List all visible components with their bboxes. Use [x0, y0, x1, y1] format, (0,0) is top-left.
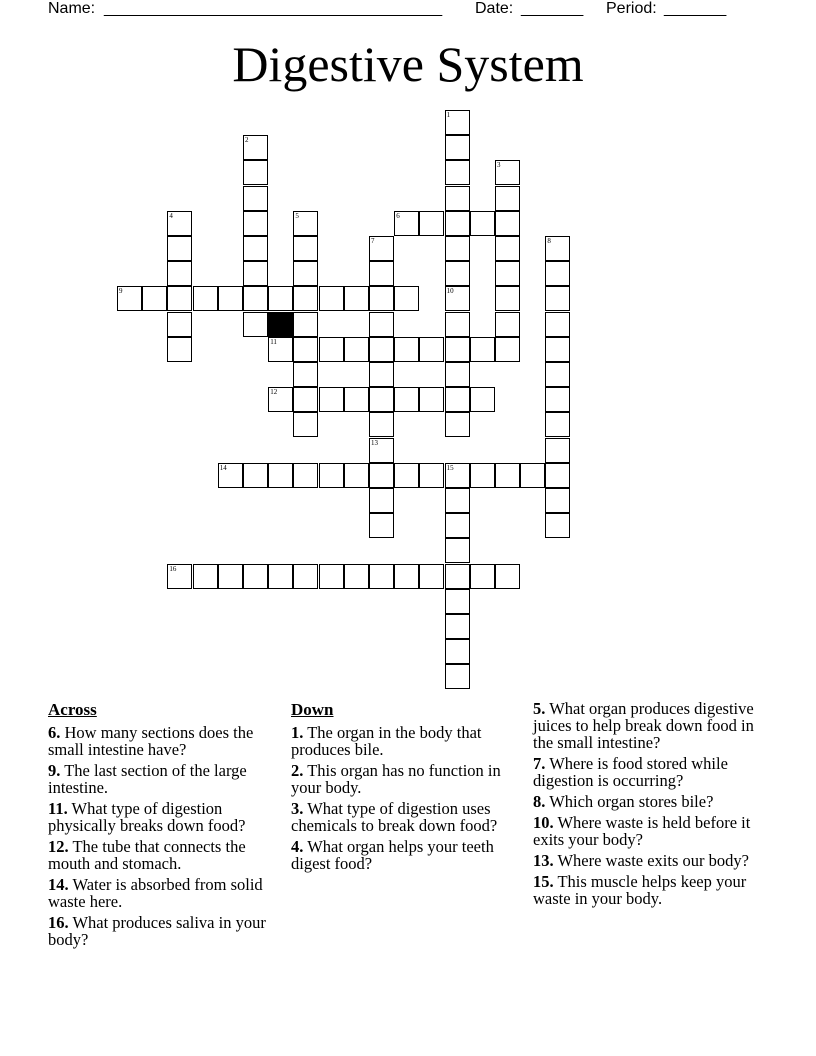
clue-number: 3. [291, 799, 304, 818]
crossword-cell[interactable] [369, 261, 394, 286]
crossword-cell[interactable] [243, 286, 268, 311]
name-blank[interactable]: ______________________________________ [104, 0, 443, 17]
crossword-cell[interactable] [369, 337, 394, 362]
clue-number: 16. [48, 913, 69, 932]
crossword-cell[interactable] [419, 463, 444, 488]
crossword-cell[interactable] [167, 236, 192, 261]
clue-number: 4. [291, 837, 304, 856]
crossword-cell[interactable] [167, 312, 192, 337]
clue-number-13: 13 [371, 438, 378, 447]
crossword-cell[interactable] [545, 488, 570, 513]
crossword-cell[interactable] [419, 211, 444, 236]
clue-number: 2. [291, 761, 304, 780]
crossword-cell[interactable] [344, 286, 369, 311]
crossword-cell[interactable] [243, 160, 268, 185]
crossword-cell[interactable] [369, 286, 394, 311]
clue-number-5: 5 [295, 211, 299, 220]
down-clue [533, 755, 773, 789]
clue-number-16: 16 [169, 564, 177, 573]
crossword-cell[interactable] [470, 463, 495, 488]
crossword-cell[interactable] [369, 362, 394, 387]
clue-number-14: 14 [219, 463, 227, 472]
crossword-cell[interactable] [394, 564, 419, 589]
clue-number: 1. [291, 723, 304, 742]
clue-number: 11. [48, 799, 68, 818]
crossword-cell[interactable] [495, 564, 520, 589]
crossword-cell[interactable] [495, 211, 520, 236]
crossword-cell[interactable] [394, 286, 419, 311]
crossword-cell[interactable] [394, 387, 419, 412]
crossword-cell[interactable] [167, 261, 192, 286]
clue-number-9: 9 [119, 287, 123, 296]
crossword-cell[interactable] [243, 463, 268, 488]
clue-text: Water is absorbed from solid waste here. [48, 875, 263, 911]
crossword-cell[interactable] [419, 387, 444, 412]
crossword-cell[interactable] [293, 564, 318, 589]
crossword-cell[interactable] [545, 362, 570, 387]
crossword-cell[interactable] [319, 564, 344, 589]
crossword-cell[interactable] [344, 564, 369, 589]
crossword-cell[interactable] [545, 286, 570, 311]
crossword-cell[interactable] [495, 186, 520, 211]
crossword-cell[interactable] [369, 312, 394, 337]
clue-text: Where waste exits our body? [553, 851, 749, 870]
crossword-cell[interactable] [445, 664, 470, 689]
clue-text: The last section of the large intestine. [48, 761, 247, 797]
down-clue [291, 762, 526, 796]
crossword-cell[interactable] [167, 286, 192, 311]
clue-text: The tube that connects the mouth and stomach. [48, 837, 246, 873]
period-label: Period: [606, 0, 657, 17]
clue-number-10: 10 [446, 287, 454, 296]
clue-text: What type of digestion physically breaks down food? [48, 799, 246, 835]
clue-number: 5. [533, 699, 546, 718]
crossword-cell[interactable] [319, 387, 344, 412]
crossword-cell[interactable] [319, 337, 344, 362]
crossword-cell[interactable] [369, 488, 394, 513]
crossword-cell[interactable] [445, 186, 470, 211]
crossword-cell[interactable] [445, 236, 470, 261]
crossword-cell[interactable] [445, 538, 470, 563]
crossword-cell[interactable] [243, 564, 268, 589]
clue-number: 7. [533, 754, 546, 773]
across-clues [48, 700, 283, 952]
clue-number: 15. [533, 872, 554, 891]
crossword-cell[interactable] [293, 412, 318, 437]
crossword-cell[interactable] [445, 589, 470, 614]
crossword-cell[interactable] [445, 362, 470, 387]
clue-text: Which organ stores bile? [545, 792, 714, 811]
crossword-cell[interactable] [394, 463, 419, 488]
crossword-cell[interactable] [243, 236, 268, 261]
clue-text: What produces saliva in your body? [48, 913, 266, 949]
crossword-cell[interactable] [495, 337, 520, 362]
crossword-cell[interactable] [419, 564, 444, 589]
clue-number: 10. [533, 813, 554, 832]
crossword-cell[interactable] [445, 211, 470, 236]
crossword-cell[interactable] [445, 312, 470, 337]
crossword-cell[interactable] [495, 286, 520, 311]
crossword-cell[interactable] [293, 362, 318, 387]
crossword-cell[interactable] [369, 387, 394, 412]
crossword-cell[interactable] [293, 236, 318, 261]
crossword-cell[interactable] [495, 312, 520, 337]
crossword-cell[interactable] [293, 337, 318, 362]
crossword-cell[interactable] [545, 312, 570, 337]
crossword-cell[interactable] [142, 286, 167, 311]
down-clue [533, 873, 773, 907]
crossword-cell[interactable] [268, 564, 293, 589]
down-clue [533, 814, 773, 848]
crossword-cell[interactable] [369, 513, 394, 538]
crossword-cell[interactable] [545, 513, 570, 538]
date-label: Date: [475, 0, 514, 17]
crossword-cell[interactable] [445, 639, 470, 664]
clue-number-6: 6 [396, 211, 400, 220]
crossword-cell[interactable] [394, 337, 419, 362]
crossword-cell[interactable] [369, 463, 394, 488]
crossword-cell[interactable] [344, 337, 369, 362]
name-label: Name: [48, 0, 96, 17]
clue-text: What type of digestion uses chemicals to break down food? [291, 799, 498, 835]
crossword-cell[interactable] [445, 513, 470, 538]
clue-number-4: 4 [169, 211, 173, 220]
crossword-cell[interactable] [495, 236, 520, 261]
down-clues [291, 700, 526, 876]
page-title: Digestive System [232, 36, 584, 92]
crossword-cell[interactable] [193, 286, 218, 311]
clue-number-11: 11 [270, 337, 277, 346]
clue-text: Where waste is held before it exits your body? [533, 813, 751, 849]
crossword-cell[interactable] [470, 564, 495, 589]
crossword-cell[interactable] [470, 337, 495, 362]
crossword-cell[interactable] [268, 463, 293, 488]
down-clue [291, 800, 526, 834]
crossword-cell[interactable] [218, 286, 243, 311]
crossword-cell[interactable] [445, 160, 470, 185]
crossword-cell[interactable] [218, 564, 243, 589]
clue-number-3: 3 [497, 161, 501, 170]
down-clue [291, 724, 526, 758]
crossword-cell[interactable] [470, 211, 495, 236]
clue-number: 13. [533, 851, 554, 870]
crossword-cell[interactable] [319, 463, 344, 488]
crossword-cell[interactable] [545, 387, 570, 412]
clue-number: 6. [48, 723, 61, 742]
clue-text: Where is food stored while digestion is occurring? [533, 754, 728, 790]
crossword-cell[interactable] [419, 337, 444, 362]
crossword-cell[interactable] [445, 337, 470, 362]
across-clue [48, 724, 283, 758]
crossword-cell[interactable] [495, 463, 520, 488]
clue-text: The organ in the body that produces bile. [291, 723, 482, 759]
crossword-cell[interactable] [545, 438, 570, 463]
crossword-cell[interactable] [495, 261, 520, 286]
crossword-cell[interactable] [293, 463, 318, 488]
clue-number: 9. [48, 761, 61, 780]
crossword-cell[interactable] [520, 463, 545, 488]
crossword-cell[interactable] [369, 564, 394, 589]
crossword-cell[interactable] [268, 286, 293, 311]
crossword-cell[interactable] [445, 387, 470, 412]
across-clue [48, 800, 283, 834]
crossword-cell[interactable] [445, 412, 470, 437]
down-heading: Down [291, 700, 334, 719]
crossword-cell[interactable] [344, 387, 369, 412]
crossword-cell[interactable] [193, 564, 218, 589]
crossword-cell[interactable] [445, 488, 470, 513]
across-clue [48, 762, 283, 796]
down-clue [291, 838, 526, 872]
crossword-cell[interactable] [445, 564, 470, 589]
clue-number: 12. [48, 837, 69, 856]
clue-text: What organ produces digestive juices to help break down food in the small intestine? [533, 699, 754, 752]
crossword-cell[interactable] [445, 261, 470, 286]
clue-number-12: 12 [270, 388, 278, 397]
crossword-cell[interactable] [545, 463, 570, 488]
clue-number: 8. [533, 792, 546, 811]
down-clue [533, 793, 773, 810]
clue-number-7: 7 [371, 237, 375, 245]
crossword-cell[interactable] [344, 463, 369, 488]
crossword-cell[interactable] [293, 286, 318, 311]
crossword-cell[interactable] [243, 186, 268, 211]
clue-number: 14. [48, 875, 69, 894]
crossword-cell[interactable] [167, 337, 192, 362]
down-clues-continued [533, 700, 773, 911]
clue-text: This organ has no function in your body. [291, 761, 501, 797]
clue-number-8: 8 [547, 237, 551, 245]
crossword-cell[interactable] [293, 387, 318, 412]
crossword-cell[interactable] [445, 135, 470, 160]
crossword-cell[interactable] [545, 261, 570, 286]
clue-number-1: 1 [446, 111, 451, 119]
across-heading: Across [48, 700, 97, 719]
crossword-cell[interactable] [293, 261, 318, 286]
crossword-cell[interactable] [319, 286, 344, 311]
down-clue [533, 700, 773, 751]
crossword-cell[interactable] [243, 312, 268, 337]
crossword-cell[interactable] [545, 412, 570, 437]
clue-text: What organ helps your teeth digest food? [291, 837, 494, 873]
clue-text: This muscle helps keep your waste in your body. [533, 872, 747, 908]
crossword-cell[interactable] [243, 211, 268, 236]
down-clue [533, 852, 773, 869]
crossword-cell[interactable] [243, 261, 268, 286]
date-blank[interactable]: _______ [521, 0, 584, 17]
period-blank[interactable]: _______ [664, 0, 727, 17]
clue-number-15: 15 [446, 463, 454, 472]
blocked-square [268, 312, 293, 337]
across-clue [48, 914, 283, 948]
crossword-cell[interactable] [369, 412, 394, 437]
clue-number-2: 2 [245, 136, 249, 145]
crossword-cell[interactable] [445, 614, 470, 639]
clue-text: How many sections does the small intestine have? [48, 723, 254, 759]
across-clue [48, 838, 283, 872]
crossword-cell[interactable] [470, 387, 495, 412]
across-clue [48, 876, 283, 910]
crossword-cell[interactable] [293, 312, 318, 337]
crossword-cell[interactable] [545, 337, 570, 362]
